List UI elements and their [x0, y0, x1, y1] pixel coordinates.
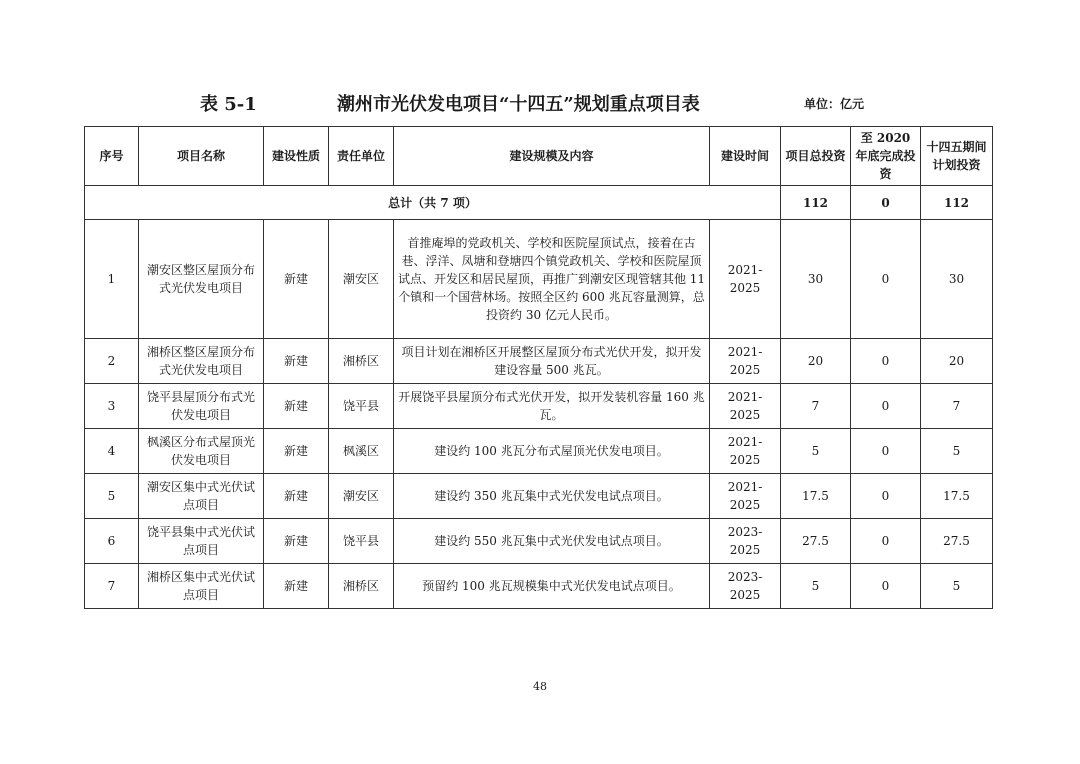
responsible-unit: 湘桥区 [329, 564, 394, 609]
planned-investment: 30 [921, 220, 993, 339]
row-no: 7 [85, 564, 139, 609]
completed-investment: 0 [851, 384, 921, 429]
construction-period: 2021-2025 [710, 339, 781, 384]
responsible-unit: 湘桥区 [329, 339, 394, 384]
row-no: 2 [85, 339, 139, 384]
planned-investment: 7 [921, 384, 993, 429]
col-header: 序号 [85, 127, 139, 186]
unit-label: 单位：亿元 [804, 97, 865, 111]
header-row [85, 127, 993, 186]
page-number: 48 [533, 680, 547, 693]
row-no: 4 [85, 429, 139, 474]
planned-investment: 5 [921, 429, 993, 474]
project-nature: 新建 [264, 519, 329, 564]
total-planned: 112 [921, 186, 993, 220]
project-nature: 新建 [264, 564, 329, 609]
project-name: 饶平县集中式光伏试点项目 [139, 519, 264, 564]
total-completed: 0 [851, 186, 921, 220]
row-no: 3 [85, 384, 139, 429]
project-content: 开展饶平县屋顶分布式光伏开发，拟开发装机容量 160 兆瓦。 [394, 384, 710, 429]
project-nature: 新建 [264, 429, 329, 474]
col-header: 建设性质 [264, 127, 329, 186]
table-number: 表 5-1 [200, 94, 257, 115]
responsible-unit: 潮安区 [329, 474, 394, 519]
completed-investment: 0 [851, 429, 921, 474]
project-name: 饶平县屋顶分布式光伏发电项目 [139, 384, 264, 429]
col-header: 项目总投资 [781, 127, 851, 186]
construction-period: 2021-2025 [710, 220, 781, 339]
project-content: 项目计划在湘桥区开展整区屋顶分布式光伏开发，拟开发建设容量 500 兆瓦。 [394, 339, 710, 384]
construction-period: 2021-2025 [710, 474, 781, 519]
project-content: 建设约 350 兆瓦集中式光伏发电试点项目。 [394, 474, 710, 519]
construction-period: 2021-2025 [710, 429, 781, 474]
construction-period: 2023-2025 [710, 519, 781, 564]
completed-investment: 0 [851, 339, 921, 384]
planned-investment: 17.5 [921, 474, 993, 519]
completed-investment: 0 [851, 564, 921, 609]
project-table [84, 126, 993, 609]
total-row [85, 186, 993, 220]
project-content: 建设约 550 兆瓦集中式光伏发电试点项目。 [394, 519, 710, 564]
project-content: 首推庵埠的党政机关、学校和医院屋顶试点，接着在古巷、浮洋、凤塘和登塘四个镇党政机关、学校和医院屋顶试点、开发区和居民屋顶，再推广到潮安区现管辖其他 11 个镇和一个国营林场。按照全区约 600 兆瓦容量测算，总投资约 30 亿元人民币。 [394, 220, 710, 339]
total-investment: 20 [781, 339, 851, 384]
responsible-unit: 饶平县 [329, 519, 394, 564]
project-nature: 新建 [264, 384, 329, 429]
col-header: 建设时间 [710, 127, 781, 186]
total-investment: 7 [781, 384, 851, 429]
total-investment: 17.5 [781, 474, 851, 519]
project-name: 枫溪区分布式屋顶光伏发电项目 [139, 429, 264, 474]
project-nature: 新建 [264, 339, 329, 384]
table-caption [0, 88, 1080, 118]
project-nature: 新建 [264, 474, 329, 519]
responsible-unit: 饶平县 [329, 384, 394, 429]
planned-investment: 27.5 [921, 519, 993, 564]
row-no: 5 [85, 474, 139, 519]
total-investment: 112 [781, 186, 851, 220]
row-no: 6 [85, 519, 139, 564]
construction-period: 2021-2025 [710, 384, 781, 429]
total-investment: 5 [781, 564, 851, 609]
total-label: 总计（共 7 项） [85, 186, 781, 220]
project-nature: 新建 [264, 220, 329, 339]
table-row [85, 474, 993, 519]
project-name: 潮安区整区屋顶分布式光伏发电项目 [139, 220, 264, 339]
responsible-unit: 枫溪区 [329, 429, 394, 474]
planned-investment: 20 [921, 339, 993, 384]
completed-investment: 0 [851, 220, 921, 339]
table-row [85, 220, 993, 339]
project-name: 湘桥区整区屋顶分布式光伏发电项目 [139, 339, 264, 384]
responsible-unit: 潮安区 [329, 220, 394, 339]
table-title: 潮州市光伏发电项目“十四五”规划重点项目表 [337, 94, 700, 115]
row-no: 1 [85, 220, 139, 339]
table-row [85, 339, 993, 384]
table-row [85, 429, 993, 474]
project-name: 湘桥区集中式光伏试点项目 [139, 564, 264, 609]
completed-investment: 0 [851, 519, 921, 564]
col-header: 建设规模及内容 [394, 127, 710, 186]
table-row [85, 564, 993, 609]
project-content: 建设约 100 兆瓦分布式屋顶光伏发电项目。 [394, 429, 710, 474]
table-row [85, 384, 993, 429]
construction-period: 2023-2025 [710, 564, 781, 609]
table-row [85, 519, 993, 564]
col-header: 十四五期间计划投资 [921, 127, 993, 186]
project-content: 预留约 100 兆瓦规模集中式光伏发电试点项目。 [394, 564, 710, 609]
planned-investment: 5 [921, 564, 993, 609]
col-header: 项目名称 [139, 127, 264, 186]
total-investment: 30 [781, 220, 851, 339]
total-investment: 5 [781, 429, 851, 474]
project-name: 潮安区集中式光伏试点项目 [139, 474, 264, 519]
col-header: 至 2020 年底完成投资 [851, 127, 921, 186]
completed-investment: 0 [851, 474, 921, 519]
total-investment: 27.5 [781, 519, 851, 564]
col-header: 责任单位 [329, 127, 394, 186]
